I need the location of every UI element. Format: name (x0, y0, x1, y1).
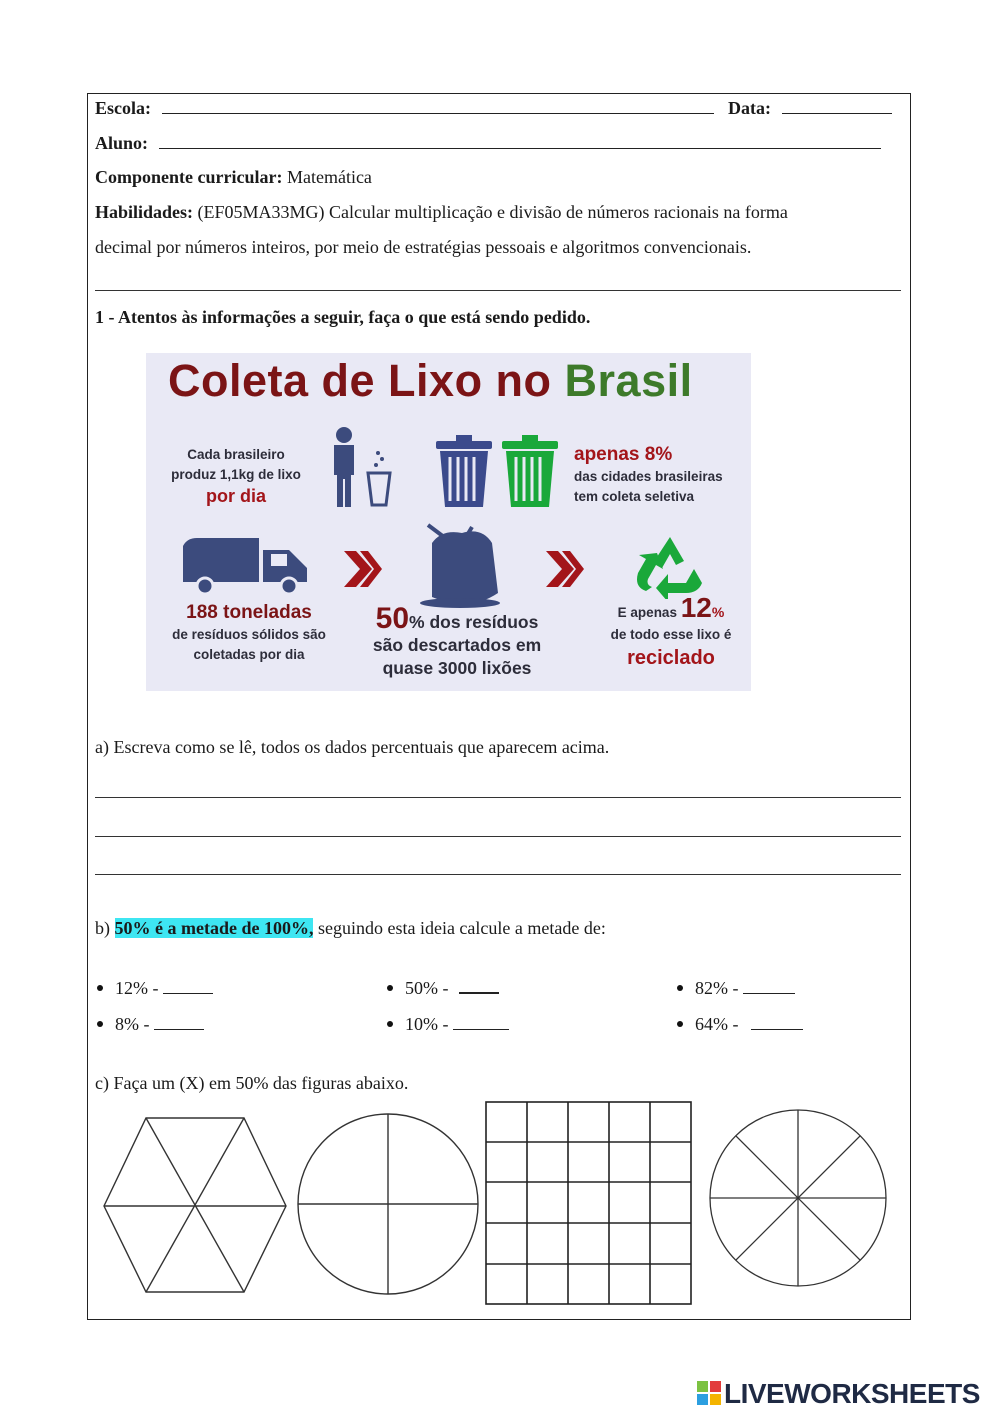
school-label: Escola: (95, 98, 151, 118)
arrow-icon-2 (544, 549, 586, 589)
bullet-item: 82% - (677, 977, 795, 999)
skills-line1: (EF05MA33MG) Calcular multiplicação e divisão de números racionais na forma (197, 202, 788, 222)
school-input-line[interactable] (162, 97, 714, 114)
fact-per-capita: Cada brasileiro produz 1,1kg de lixo por dia (171, 447, 301, 506)
bullet-item: 64% - (677, 1013, 803, 1035)
fact-selective-collection: apenas 8% das cidades brasileiras tem coleta seletiva (574, 444, 723, 504)
item-b-text: b) 50% é a metade de 100%, seguindo esta ideia calcule a metade de: (95, 918, 606, 938)
bullet-item: 8% - (97, 1013, 204, 1035)
answer-blank[interactable] (163, 979, 213, 994)
liveworksheets-logo-icon (697, 1381, 721, 1405)
skills-row (95, 200, 788, 224)
fact-tons-collected: 188 toneladas de resíduos sólidos são coletadas por dia (172, 602, 326, 662)
answer-blank[interactable] (459, 978, 499, 994)
hexagon-figure[interactable] (100, 1115, 290, 1295)
liveworksheets-brand[interactable]: LIVEWORKSHEETS (724, 1378, 980, 1409)
bullet-item: 12% - (97, 977, 213, 999)
answer-blank[interactable] (154, 1015, 204, 1030)
infographic (146, 353, 751, 691)
bullet-item: 10% - (387, 1013, 509, 1035)
student-label: Aluno: (95, 133, 149, 153)
item-c-text: c) Faça um (X) em 50% das figuras abaixo. (95, 1073, 409, 1093)
subject-label: Componente curricular: (95, 167, 283, 187)
circle-eighths-figure[interactable] (706, 1106, 890, 1290)
date-input-line[interactable] (782, 97, 892, 114)
fact-recycled: E apenas 12% de todo esse lixo é reciclado (610, 592, 732, 669)
subject-row (95, 165, 372, 189)
subject-value: Matemática (286, 167, 372, 187)
student-row (95, 131, 881, 155)
date-label: Data: (728, 98, 771, 118)
school-row (95, 96, 892, 120)
answer-line-2[interactable] (95, 836, 901, 837)
person-trash-icon (324, 425, 396, 509)
answer-blank[interactable] (751, 1015, 803, 1030)
divider (95, 290, 901, 291)
fact-dumps: 50% dos resíduos são descartados em quase 3000 lixões (372, 602, 542, 678)
arrow-icon (342, 549, 384, 589)
item-a-text: a) Escreva como se lê, todos os dados percentuais que aparecem acima. (95, 737, 610, 757)
skills-label: Habilidades: (95, 202, 194, 222)
recycle-icon (634, 533, 706, 599)
skills-line2: decimal por números inteiros, por meio de estratégias pessoais e algoritmos convencionais. (95, 237, 752, 257)
truck-icon (179, 536, 315, 596)
infographic-title: Coleta de Lixo no Brasil (168, 355, 693, 406)
answer-blank[interactable] (453, 1015, 509, 1030)
student-input-line[interactable] (159, 132, 881, 149)
question1-title: 1 - Atentos às informações a seguir, faça o que está sendo pedido. (95, 307, 591, 327)
answer-line-3[interactable] (95, 874, 901, 875)
circle-quarters-figure[interactable] (294, 1110, 482, 1298)
answer-blank[interactable] (743, 979, 795, 994)
highlighted-text: 50% é a metade de 100%, (114, 918, 314, 938)
answer-line-1[interactable] (95, 797, 901, 798)
recycle-bins-icon (432, 433, 564, 511)
grid-figure[interactable] (482, 1100, 694, 1306)
garbage-pile-icon (412, 523, 508, 609)
bullet-item: 50% - (387, 977, 499, 999)
